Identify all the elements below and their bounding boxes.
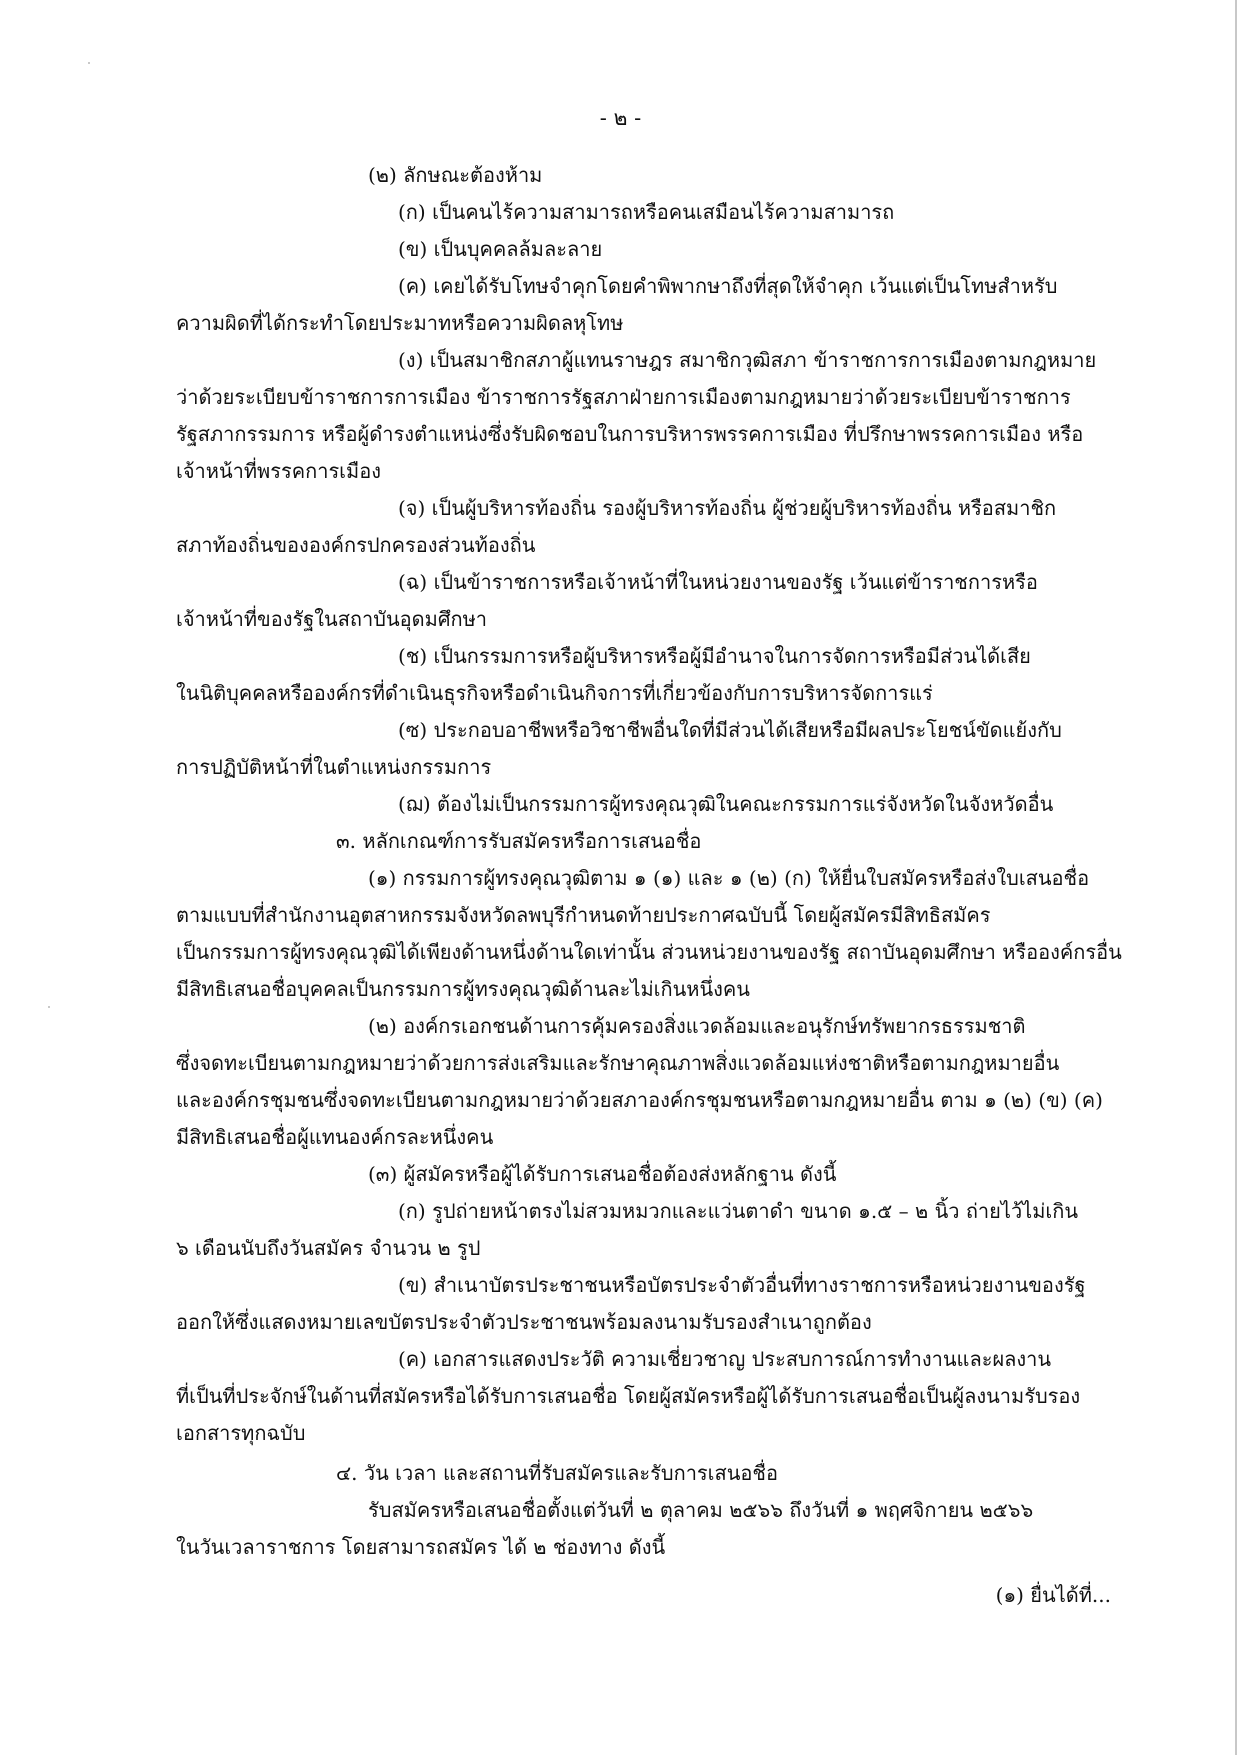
- scan-speck: [48, 1006, 50, 1008]
- text-line: (ข) สำเนาบัตรประชาชนหรือบัตรประจำตัวอื่นที่ทางราชการหรือหน่วยงานของรัฐ: [398, 1273, 1086, 1297]
- text-line: เจ้าหน้าที่ของรัฐในสถาบันอุดมศึกษา: [176, 607, 488, 631]
- text-line: (ช) เป็นกรรมการหรือผู้บริหารหรือผู้มีอำนาจในการจัดการหรือมีส่วนได้เสีย: [398, 644, 1031, 668]
- text-line: การปฏิบัติหน้าที่ในตำแหน่งกรรมการ: [176, 755, 492, 779]
- text-line: ๖ เดือนนับถึงวันสมัคร จำนวน ๒ รูป: [176, 1236, 481, 1260]
- text-line: (ค) เคยได้รับโทษจำคุกโดยคำพิพากษาถึงที่สุดให้จำคุก เว้นแต่เป็นโทษสำหรับ: [398, 274, 1058, 298]
- text-line: (๒) องค์กรเอกชนด้านการคุ้มครองสิ่งแวดล้อมและอนุรักษ์ทรัพยากรธรรมชาติ: [368, 1014, 1026, 1038]
- text-line: (จ) เป็นผู้บริหารท้องถิ่น รองผู้บริหารท้องถิ่น ผู้ช่วยผู้บริหารท้องถิ่น หรือสมาชิก: [398, 496, 1057, 520]
- text-line: มีสิทธิเสนอชื่อผู้แทนองค์กรละหนึ่งคน: [176, 1125, 494, 1149]
- section-heading: ๔. วัน เวลา และสถานที่รับสมัครและรับการเสนอชื่อ: [336, 1461, 778, 1485]
- text-line: และองค์กรชุมชนซึ่งจดทะเบียนตามกฎหมายว่าด้วยสภาองค์กรชุมชนหรือตามกฎหมายอื่น ตาม ๑ (๒) (ข) (ค): [176, 1088, 1103, 1112]
- text-line: ซึ่งจดทะเบียนตามกฎหมายว่าด้วยการส่งเสริมและรักษาคุณภาพสิ่งแวดล้อมแห่งชาติหรือตามกฎหมายอื่น: [176, 1051, 1060, 1075]
- text-line: ในนิติบุคคลหรือองค์กรที่ดำเนินธุรกิจหรือดำเนินกิจการที่เกี่ยวข้องกับการบริหารจัดการแร่: [176, 681, 933, 705]
- text-line: เป็นกรรมการผู้ทรงคุณวุฒิได้เพียงด้านหนึ่งด้านใดเท่านั้น ส่วนหน่วยงานของรัฐ สถาบันอุดมศึกษา หรือองค์กรอื่น: [176, 940, 1122, 964]
- text-line: ว่าด้วยระเบียบข้าราชการการเมือง ข้าราชการรัฐสภาฝ่ายการเมืองตามกฎหมายว่าด้วยระเบียบข้าราชการ: [176, 385, 1071, 409]
- text-line: (ค) เอกสารแสดงประวัติ ความเชี่ยวชาญ ประสบการณ์การทำงานและผลงาน: [398, 1347, 1052, 1371]
- text-line: รับสมัครหรือเสนอชื่อตั้งแต่วันที่ ๒ ตุลาคม ๒๕๖๖ ถึงวันที่ ๑ พฤศจิกายน ๒๕๖๖: [368, 1498, 1034, 1522]
- text-line: รัฐสภากรรมการ หรือผู้ดำรงตำแหน่งซึ่งรับผิดชอบในการบริหารพรรคการเมือง ที่ปรึกษาพรรคการเมือง หรือ: [176, 422, 1084, 446]
- text-line: (๒) ลักษณะต้องห้าม: [368, 163, 543, 187]
- text-line: สภาท้องถิ่นขององค์กรปกครองส่วนท้องถิ่น: [176, 533, 536, 557]
- text-line: ตามแบบที่สำนักงานอุตสาหกรรมจังหวัดลพบุรีกำหนดท้ายประกาศฉบับนี้ โดยผู้สมัครมีสิทธิสมัคร: [176, 903, 991, 927]
- text-line: (ซ) ประกอบอาชีพหรือวิชาชีพอื่นใดที่มีส่วนได้เสียหรือมีผลประโยชน์ขัดแย้งกับ: [398, 718, 1062, 742]
- text-line: (๓) ผู้สมัครหรือผู้ได้รับการเสนอชื่อต้องส่งหลักฐาน ดังนี้: [368, 1162, 837, 1186]
- text-line: (ก) รูปถ่ายหน้าตรงไม่สวมหมวกและแว่นตาดำ ขนาด ๑.๕ – ๒ นิ้ว ถ่ายไว้ไม่เกิน: [398, 1199, 1079, 1223]
- scan-speck: [88, 62, 90, 64]
- text-line: ออกให้ซึ่งแสดงหมายเลขบัตรประจำตัวประชาชนพร้อมลงนามรับรองสำเนาถูกต้อง: [176, 1310, 872, 1334]
- text-line: (ฌ) ต้องไม่เป็นกรรมการผู้ทรงคุณวุฒิในคณะกรรมการแร่จังหวัดในจังหวัดอื่น: [398, 792, 1054, 816]
- text-line: (ข) เป็นบุคคลล้มละลาย: [398, 237, 603, 261]
- text-line: เจ้าหน้าที่พรรคการเมือง: [176, 459, 381, 483]
- text-line: มีสิทธิเสนอชื่อบุคคลเป็นกรรมการผู้ทรงคุณวุฒิด้านละไม่เกินหนึ่งคน: [176, 977, 750, 1001]
- text-line: เอกสารทุกฉบับ: [176, 1421, 306, 1445]
- text-line: (๑) กรรมการผู้ทรงคุณวุฒิตาม ๑ (๑) และ ๑ (๒) (ก) ให้ยื่นใบสมัครหรือส่งใบเสนอชื่อ: [368, 866, 1090, 890]
- text-line: (ก) เป็นคนไร้ความสามารถหรือคนเสมือนไร้ความสามารถ: [398, 200, 895, 224]
- scan-edge-line: [1235, 0, 1237, 1755]
- page-number: - ๒ -: [599, 106, 642, 130]
- section-heading: ๓. หลักเกณฑ์การรับสมัครหรือการเสนอชื่อ: [336, 829, 702, 853]
- text-line: (ง) เป็นสมาชิกสภาผู้แทนราษฎร สมาชิกวุฒิสภา ข้าราชการการเมืองตามกฎหมาย: [398, 348, 1097, 372]
- text-line: ในวันเวลาราชการ โดยสามารถสมัคร ได้ ๒ ช่องทาง ดังนี้: [176, 1535, 666, 1559]
- text-line: ที่เป็นที่ประจักษ์ในด้านที่สมัครหรือได้รับการเสนอชื่อ โดยผู้สมัครหรือผู้ได้รับการเสนอชื่อเป็นผู้ลงนามรับรอง: [176, 1384, 1081, 1408]
- text-line: ความผิดที่ได้กระทำโดยประมาทหรือความผิดลหุโทษ: [176, 311, 624, 335]
- text-line: (ฉ) เป็นข้าราชการหรือเจ้าหน้าที่ในหน่วยงานของรัฐ เว้นแต่ข้าราชการหรือ: [398, 570, 1038, 594]
- continuation-note: (๑) ยื่นได้ที่...: [995, 1583, 1111, 1607]
